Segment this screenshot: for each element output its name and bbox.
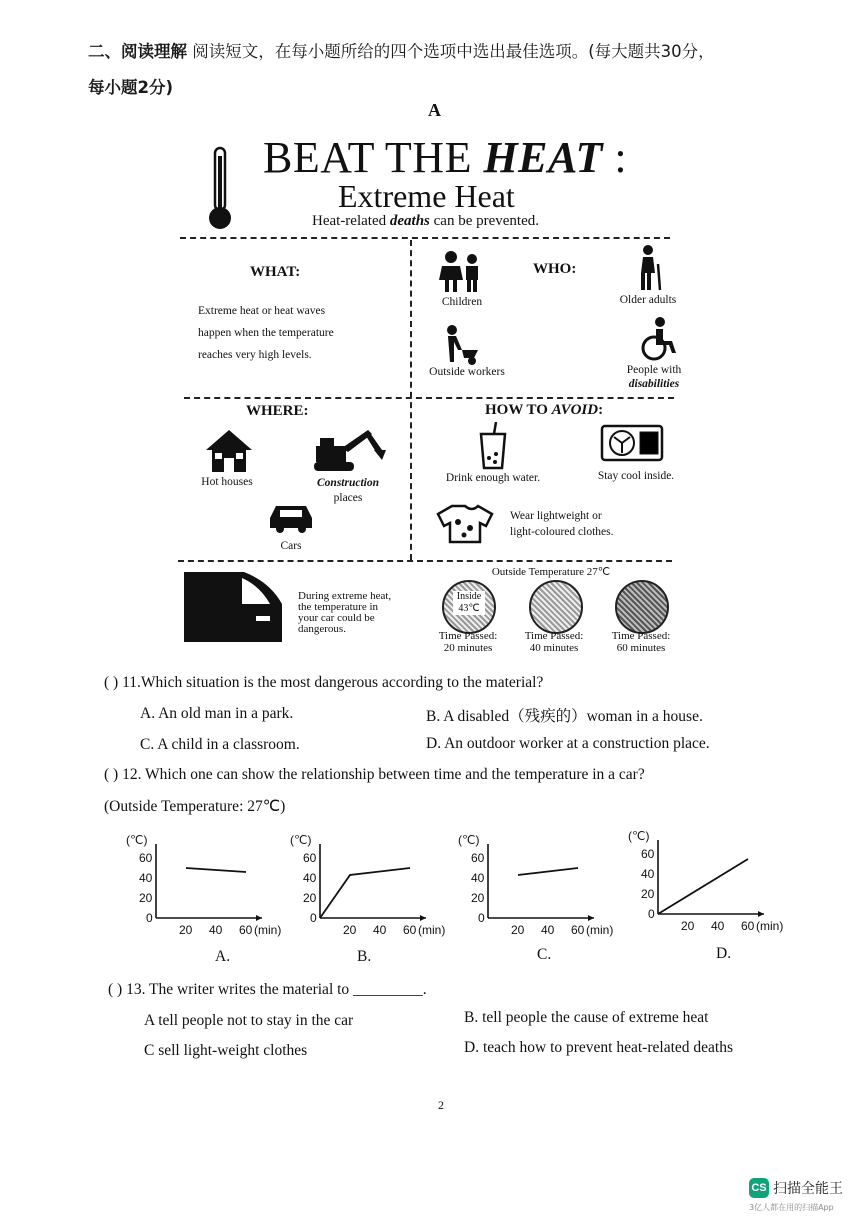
x-tick-label: 40 (373, 923, 387, 937)
stay-cool-label: Stay cool inside. (597, 470, 675, 482)
page-number: 2 (438, 1098, 444, 1112)
time-value: 60 minutes (616, 642, 666, 654)
poster-subtitle: Extreme Heat (338, 178, 515, 214)
x-axis-arrow (758, 911, 764, 917)
x-axis-label: (min) (586, 923, 614, 937)
scanner-slogan: 3亿人都在用的扫描App (749, 1203, 834, 1212)
tagline-a: Heat-related (312, 213, 390, 229)
time-passed-60 (601, 630, 681, 654)
avoid-title-a: HOW TO (485, 402, 552, 418)
x-axis-arrow (256, 915, 262, 921)
passage-letter: A (428, 100, 441, 120)
q11-option-b: B. A disabled（残疾的）woman in a house. (426, 708, 703, 725)
x-tick-label: 60 (403, 923, 417, 937)
q11-option-c: C. A child in a classroom. (140, 736, 300, 753)
graph-a (120, 826, 290, 938)
time-label: Time Passed: (438, 630, 498, 642)
section-heading (88, 34, 788, 106)
time-label: Time Passed: (611, 630, 671, 642)
inside-label: Inside (456, 591, 482, 602)
question-text: 13. The writer writes the material to _________. (126, 981, 427, 998)
section-instruction-2: 每小题2分) (88, 78, 174, 97)
drink-cup-icon (478, 422, 508, 470)
scanner-name: 扫描全能王 (773, 1181, 843, 1197)
avoid-title-b: AVOID (551, 402, 599, 418)
graph-letter-b: B. (357, 948, 372, 965)
x-tick-label: 60 (571, 923, 585, 937)
y-axis-label: (℃) (628, 829, 650, 843)
y-tick-label: 0 (146, 911, 153, 925)
y-tick-label: 40 (303, 871, 317, 885)
q13-option-a: A tell people not to stay in the car (144, 1012, 354, 1029)
divider-vertical (410, 240, 412, 560)
disabled-line1: People with (626, 364, 682, 376)
clothes-text (510, 508, 613, 540)
q12-note: (Outside Temperature: 27℃) (104, 798, 286, 815)
tagline-c: can be prevented. (429, 213, 539, 229)
outside-workers-label: Outside workers (429, 366, 505, 378)
time-passed-40 (514, 630, 594, 654)
time-value: 40 minutes (529, 642, 579, 654)
thermometer-icon (206, 146, 234, 232)
x-tick-label: 20 (511, 923, 525, 937)
y-tick-label: 60 (471, 851, 485, 865)
outside-worker-icon (442, 324, 484, 366)
poster (178, 133, 682, 660)
section-instruction: 阅读短文，在每小题所给的四个选项中选出最佳选项。(每大题共30分， (187, 42, 715, 61)
clothes-line1: Wear lightweight or (510, 510, 602, 522)
answer-paren[interactable]: ( ) (104, 766, 119, 783)
divider-top (180, 237, 670, 239)
car-warning-text (298, 591, 391, 635)
x-axis-label: (min) (756, 919, 784, 933)
time-value: 20 minutes (443, 642, 493, 654)
disabled-line2: disabilities (628, 378, 680, 390)
title-colon: : (602, 133, 628, 182)
what-line: reaches very high levels. (198, 349, 312, 361)
car-line: the temperature in (298, 601, 379, 613)
clothes-line2: light-coloured clothes. (510, 526, 614, 538)
car-line: dangerous. (298, 623, 346, 635)
x-tick-label: 20 (681, 919, 695, 933)
y-tick-label: 40 (471, 871, 485, 885)
y-tick-label: 40 (139, 871, 153, 885)
question-text: 12. Which one can show the relationship between time and the temperature in a car? (122, 766, 645, 783)
data-line (518, 868, 578, 875)
what-line: happen when the temperature (198, 327, 334, 339)
x-axis-arrow (420, 915, 426, 921)
y-tick-label: 0 (478, 911, 485, 925)
shirt-icon (436, 502, 494, 544)
what-text (198, 300, 334, 366)
x-tick-label: 40 (541, 923, 555, 937)
x-tick-label: 20 (343, 923, 357, 937)
poster-tagline (312, 213, 539, 230)
question-11 (104, 674, 543, 692)
q11-option-d: D. An outdoor worker at a construction place. (426, 735, 710, 752)
question-text: 11.Which situation is the most dangerous according to the material? (122, 674, 544, 691)
y-tick-label: 20 (139, 891, 153, 905)
disabilities-label (614, 363, 694, 391)
divider-middle (184, 397, 674, 399)
y-tick-label: 20 (641, 887, 655, 901)
older-adults-label: Older adults (619, 294, 677, 306)
what-title: WHAT: (250, 264, 301, 280)
x-axis-label: (min) (254, 923, 282, 937)
time-label: Time Passed: (524, 630, 584, 642)
answer-paren[interactable]: ( ) (104, 674, 119, 691)
older-adult-icon (636, 244, 666, 292)
children-label: Children (441, 296, 483, 308)
construction-label (308, 476, 388, 506)
y-tick-label: 60 (139, 851, 153, 865)
outside-temperature-label: Outside Temperature 27℃ (491, 566, 611, 578)
avoid-title (485, 402, 603, 419)
y-tick-label: 20 (471, 891, 485, 905)
y-tick-label: 20 (303, 891, 317, 905)
temp-circle-60 (615, 580, 669, 634)
avoid-title-c: : (598, 402, 604, 418)
data-line (186, 868, 246, 872)
scanner-logo-icon: CS (749, 1178, 769, 1198)
temp-circle-40 (529, 580, 583, 634)
divider-bottom (178, 560, 672, 562)
tagline-deaths: deaths (389, 213, 430, 229)
house-icon (204, 428, 254, 474)
graph-letter-c: C. (537, 946, 552, 963)
car-icon (268, 502, 314, 534)
graph-d (622, 822, 792, 934)
hot-houses-label: Hot houses (201, 476, 253, 488)
car-line: your car could be (298, 612, 375, 624)
y-axis-label: (℃) (290, 833, 312, 847)
construction-text: Construction (317, 477, 379, 489)
title-heat: HEAT (483, 133, 603, 182)
temp-circle-20 (442, 580, 496, 634)
data-line (658, 859, 748, 914)
cars-label: Cars (280, 540, 302, 552)
graph-letter-a: A. (215, 948, 231, 965)
y-tick-label: 60 (303, 851, 317, 865)
excavator-icon (312, 426, 392, 474)
y-tick-label: 0 (648, 907, 655, 921)
inside-temp: 43℃ (458, 603, 480, 614)
x-tick-label: 40 (209, 923, 223, 937)
wheelchair-icon (636, 316, 678, 362)
title-text: BEAT THE (263, 133, 484, 182)
car-line: During extreme heat, (298, 590, 392, 602)
y-axis-label: (℃) (458, 833, 480, 847)
y-tick-label: 60 (641, 847, 655, 861)
x-tick-label: 60 (239, 923, 253, 937)
air-conditioner-icon (600, 424, 664, 464)
x-tick-label: 40 (711, 919, 725, 933)
what-line: Extreme heat or heat waves (198, 305, 326, 317)
places-text: places (333, 492, 363, 504)
q13-option-b: B. tell people the cause of extreme heat (464, 1009, 709, 1026)
graph-c (452, 826, 622, 938)
y-tick-label: 0 (310, 911, 317, 925)
who-title: WHO: (533, 261, 577, 277)
x-tick-label: 60 (741, 919, 755, 933)
y-tick-label: 40 (641, 867, 655, 881)
graph-b (284, 826, 454, 938)
x-tick-label: 20 (179, 923, 193, 937)
question-12 (104, 766, 645, 784)
children-icon (436, 250, 486, 294)
graph-letter-d: D. (716, 945, 732, 962)
q13-option-c: C sell light-weight clothes (144, 1042, 308, 1059)
answer-paren[interactable]: ( ) (108, 981, 123, 998)
car-side-icon (182, 568, 286, 648)
drink-water-label: Drink enough water. (445, 472, 541, 484)
time-passed-20 (428, 630, 508, 654)
x-axis-arrow (588, 915, 594, 921)
section-title: 二、阅读理解 (88, 42, 187, 61)
where-title: WHERE: (246, 403, 309, 419)
q13-option-d: D. teach how to prevent heat-related deaths (464, 1039, 733, 1056)
q11-option-a: A. An old man in a park. (140, 705, 294, 722)
question-13 (108, 981, 427, 999)
data-line (320, 868, 410, 918)
x-axis-label: (min) (418, 923, 446, 937)
y-axis-label: (℃) (126, 833, 148, 847)
